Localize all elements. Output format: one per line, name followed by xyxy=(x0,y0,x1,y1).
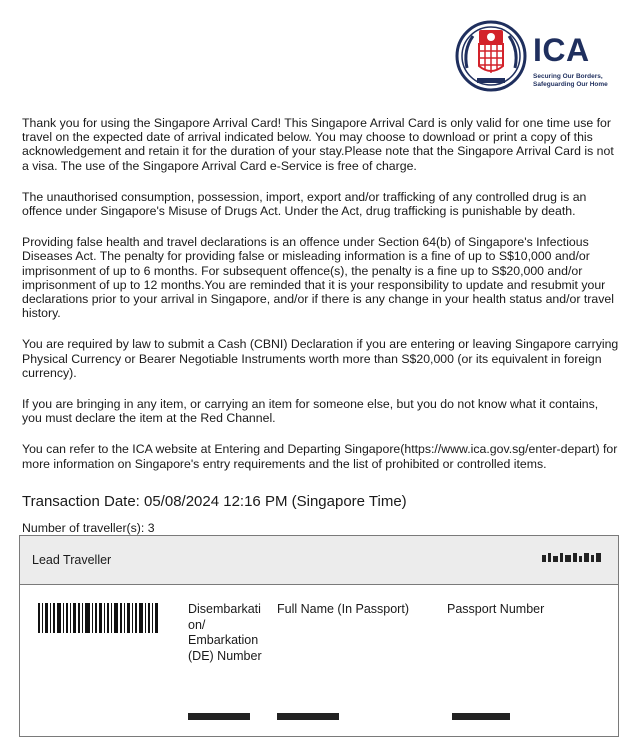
notice-content xyxy=(22,116,620,488)
lead-traveller-label: Lead Traveller xyxy=(32,553,112,567)
ica-header-logo xyxy=(455,18,625,96)
passport-number-header: Passport Number xyxy=(447,602,545,616)
tagline-line-1: Securing Our Borders, xyxy=(533,73,603,80)
redacted-passport-number xyxy=(452,713,510,720)
traveller-table xyxy=(19,535,619,737)
full-name-header: Full Name (In Passport) xyxy=(277,602,409,616)
lead-traveller-row xyxy=(20,536,618,585)
barcode-icon xyxy=(38,603,158,633)
notice-paragraph-1: Thank you for using the Singapore Arrival Card! This Singapore Arrival Card is only valid for one time use for travel on the expected date of arrival indicated below. You may choose to download or print a copy of this acknowledgement and retain it for the duration of your stay.Please note that the Singapore Arrival Card is not a visa. The use of the Singapore Arrival Card e-Service is free of charge. xyxy=(22,116,614,173)
notice-paragraph-6: You can refer to the ICA website at Entering and Departing Singapore(https://www.ica.gov.sg/enter-depart) for more information on Singapore's entry requirements and the list of prohibited or controlled items. xyxy=(22,442,618,471)
ica-crest-icon xyxy=(455,20,527,92)
traveller-count: Number of traveller(s): 3 xyxy=(22,521,155,535)
redacted-full-name xyxy=(277,713,339,720)
ica-tagline xyxy=(533,73,628,88)
notice-paragraph-2: The unauthorised consumption, possession, import, export and/or trafficking of any controlled drug is an offence under Singapore's Misuse of Drugs Act. Under the Act, drug trafficking is punishable by death. xyxy=(22,189,587,219)
notice-paragraph-3: Providing false health and travel declarations is an offence under Section 64(b) of Singapore's Infectious Diseases Act. The penalty for providing false or misleading information is a fine of up to S$10,000 and/or imprisonment of up to 6 months. For subsequent offence(s), the penalty is a fine up to S$20,000 and/or imprisonment of up to 12 months.You are reminded that it is your responsibility to update and resubmit your declarations prior to your arrival in Singapore, and/or if there is any change in your health status and/or travel history. xyxy=(22,235,614,321)
ica-logo-text: ICA xyxy=(533,32,590,68)
notice-paragraph-5: If you are bringing in any item, or carrying an item for someone else, but you do not know what it contains, you must declare the item at the Red Channel. xyxy=(22,397,599,426)
notice-paragraph-4: You are required by law to submit a Cash (CBNI) Declaration if you are entering or leaving Singapore carrying Physical Currency or Bearer Negotiable Instruments worth more than S$20,000 (or its equivalent in foreign currency). xyxy=(22,337,619,380)
redacted-name xyxy=(542,553,602,563)
tagline-line-2: Safeguarding Our Home xyxy=(533,80,608,88)
de-number-header: Disembarkati on/ Embarkation (DE) Number xyxy=(188,602,262,663)
redacted-de-number xyxy=(188,713,250,720)
transaction-date: Transaction Date: 05/08/2024 12:16 PM (Singapore Time) xyxy=(22,493,407,510)
